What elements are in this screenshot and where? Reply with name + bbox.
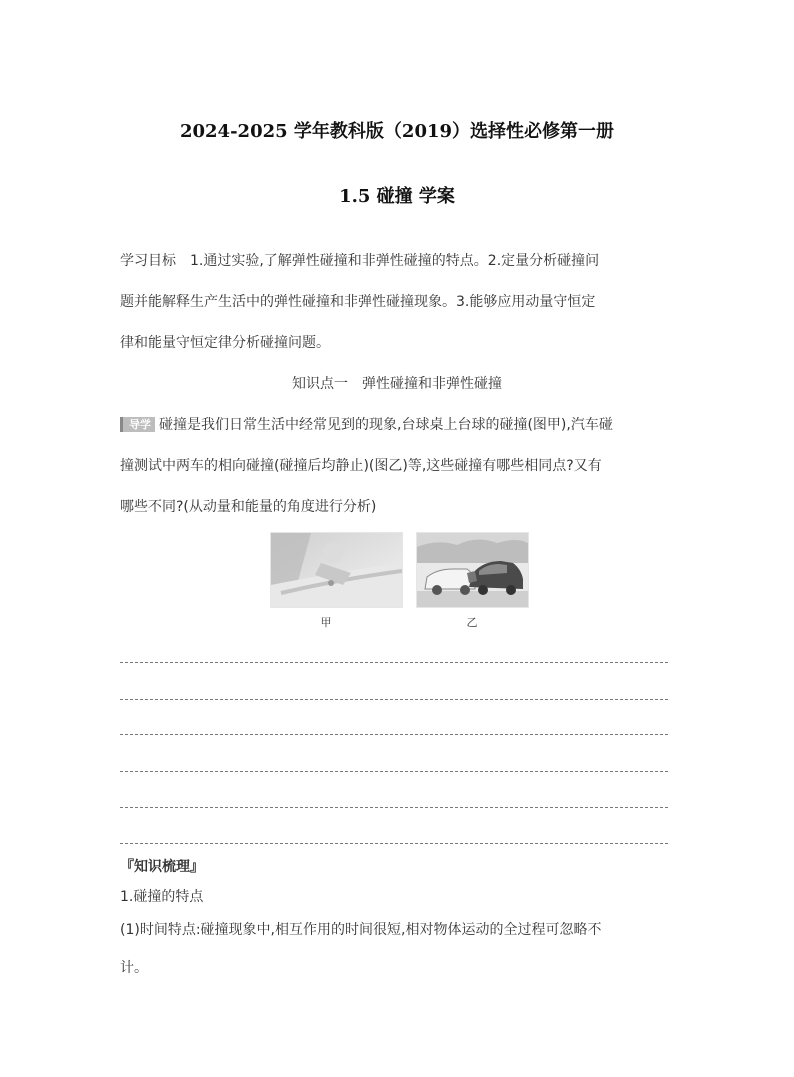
figure-caption-left: 甲 <box>320 616 332 629</box>
objectives-line-3: 律和能量守恒定律分析碰撞问题。 <box>120 335 330 351</box>
answer-line-4 <box>120 771 668 772</box>
lesson-title: 1.5 碰撞 学案 <box>339 186 455 207</box>
answer-line-1 <box>120 662 668 663</box>
knowledge-heading: 『知识梳理』 <box>120 859 204 875</box>
answer-line-6 <box>120 843 668 844</box>
knowledge-item-1: 1.碰撞的特点 <box>120 889 204 905</box>
answer-line-3 <box>120 734 668 735</box>
answer-line-2 <box>120 699 668 700</box>
guide-badge: 导学 <box>120 417 155 432</box>
car-crash-image <box>417 533 528 607</box>
billiards-image <box>271 533 402 607</box>
billiards-photo <box>270 532 403 608</box>
car-crash-photo <box>416 532 529 608</box>
knowledge-item-1-1-line-1: (1)时间特点:碰撞现象中,相互作用的时间很短,相对物体运动的全过程可忽略不 <box>120 922 602 938</box>
objectives-line-2: 题并能解释生产生活中的弹性碰撞和非弹性碰撞现象。3.能够应用动量守恒定 <box>120 294 596 310</box>
intro-line-2: 撞测试中两车的相向碰撞(碰撞后均静止)(图乙)等,这些碰撞有哪些相同点?又有 <box>120 458 602 474</box>
intro-line-3: 哪些不同?(从动量和能量的角度进行分析) <box>120 499 377 515</box>
objectives-line-1: 学习目标 1.通过实验,了解弹性碰撞和非弹性碰撞的特点。2.定量分析碰撞问 <box>120 253 600 269</box>
document-title: 2024-2025 学年教科版（2019）选择性必修第一册 <box>179 121 615 142</box>
answer-line-5 <box>120 807 668 808</box>
intro-line-1 <box>120 414 613 434</box>
knowledge-item-1-1-line-2: 计。 <box>120 960 148 976</box>
intro-text-1: 碰撞是我们日常生活中经常见到的现象,台球桌上台球的碰撞(图甲),汽车碰 <box>159 417 613 433</box>
section-heading: 知识点一 弹性碰撞和非弹性碰撞 <box>292 376 502 392</box>
figure-caption-right: 乙 <box>466 616 478 629</box>
